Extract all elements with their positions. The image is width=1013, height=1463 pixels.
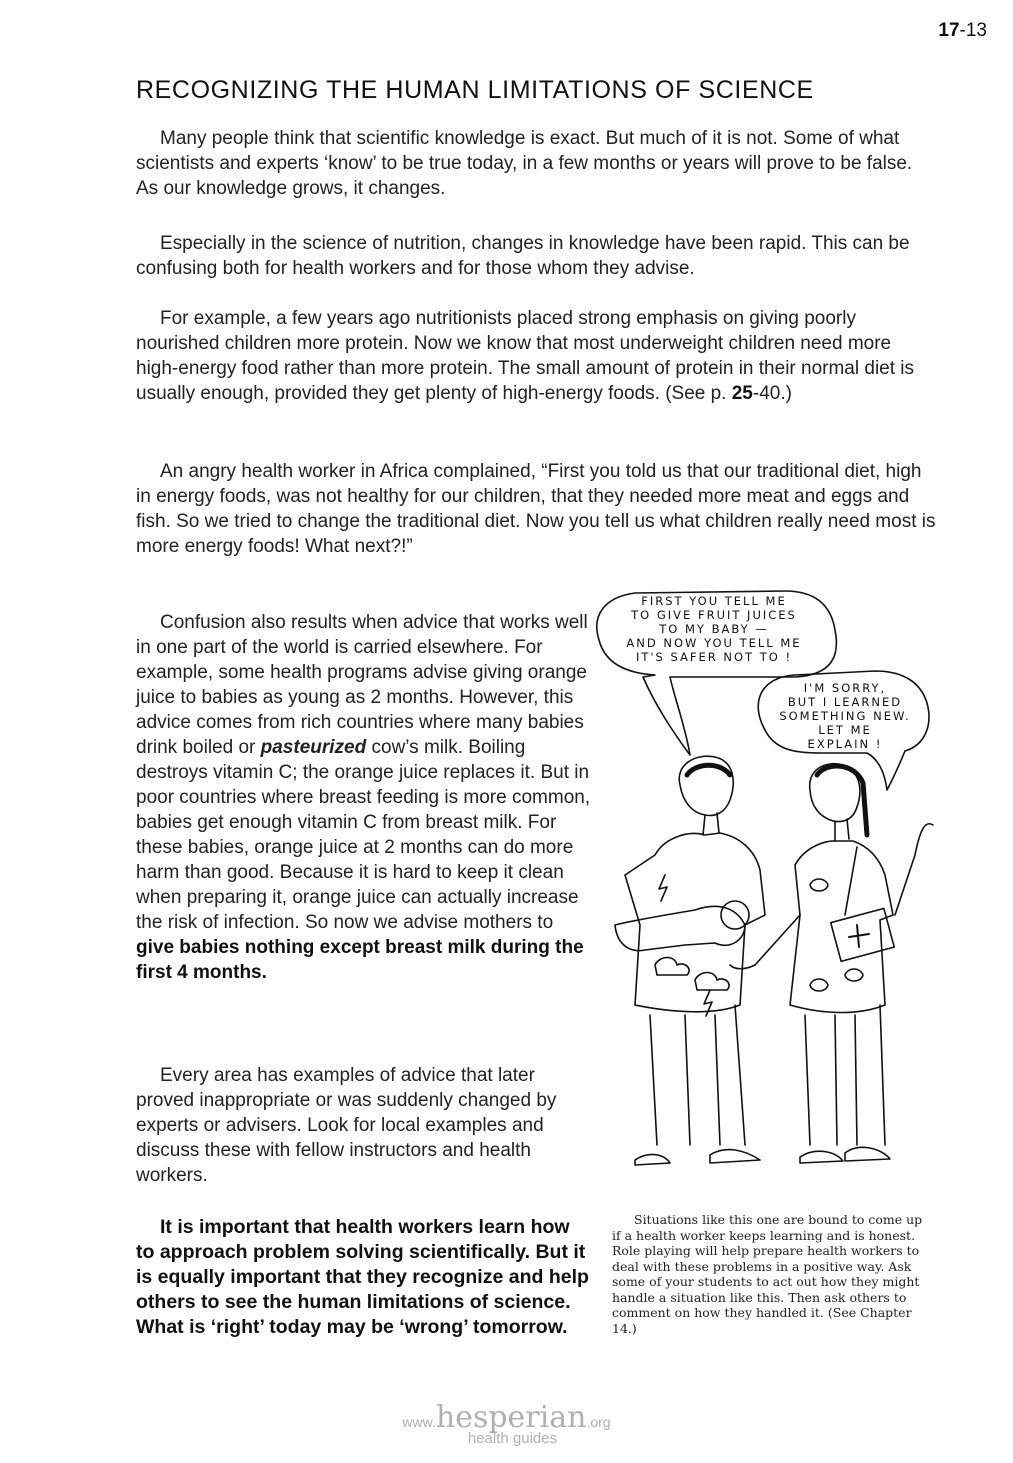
paragraph-intro (136, 126, 936, 201)
footer-logo[interactable] (0, 1400, 1013, 1447)
paragraph-protein-example (136, 306, 936, 406)
paragraph-text: Especially in the science of nutrition, changes in knowledge have been rapid. This can be confusing both for health workers and for those whom they advise. (136, 233, 910, 279)
paragraph-local-examples (136, 1063, 591, 1188)
page-in-chapter: 13 (965, 20, 987, 41)
illustration-mother-and-health-worker (595, 585, 955, 1185)
baby (615, 906, 745, 950)
bubble-line: LET ME (818, 723, 872, 737)
bubble-line: SOMETHING NEW. (779, 709, 911, 723)
paragraph-text: Every area has examples of advice that later proved inappropriate or was suddenly changed by experts or advisers. Look for local examples and discuss these with fellow instructors and health workers. (136, 1065, 557, 1186)
paragraph-text: For example, a few years ago nutritionists placed strong emphasis on giving poorly nourished children more protein. Now we know that most underweight children need more high-energy food rather than more protein. The small amount of protein in their normal diet is usually enough, provided they get plenty of high-energy foods. (See p. (136, 308, 915, 404)
emphasized-term: pasteurized (260, 737, 367, 758)
illustration-caption (612, 1212, 934, 1336)
page-number (938, 20, 987, 42)
bubble-line: BUT I LEARNED (787, 695, 903, 709)
footer-tagline: health guides (467, 1430, 558, 1447)
page-separator: - (959, 20, 966, 41)
bubble-line: I'M SORRY, (803, 681, 887, 695)
speech-bubble-mother-text (603, 594, 825, 664)
health-worker-figure (730, 764, 933, 1163)
paragraph-orange-juice (136, 610, 591, 985)
bubble-line: TO GIVE FRUIT JUICES (631, 608, 797, 622)
speech-bubble-worker-text (765, 681, 925, 751)
footer-brand: hesperian (435, 1400, 587, 1435)
paragraph-text: cow’s milk. Boiling destroys vitamin C; the orange juice replaces it. But in poor countries where breast feeding is more common, babies get enough vitamin C from breast milk. For these babies, orange juice at 2 months can do more harm than good. Because it is hard to keep it clean when preparing it, orange juice can actually increase the risk of infection. So now we advise mothers to (136, 737, 591, 933)
chapter-number: 17 (938, 20, 960, 41)
paragraph-text: It is important that health workers learn how to approach problem solving scientifically. But it is equally important that they recognize and help others to see the human limitations of science. What is ‘right’ today may be ‘wrong’ tomorrow. (136, 1216, 589, 1338)
page-reference-page: -40.) (752, 383, 792, 404)
bubble-line: TO MY BABY — (659, 622, 769, 636)
bubble-line: AND NOW YOU TELL ME (626, 636, 802, 650)
footer-suffix: .org (586, 1414, 611, 1430)
mother-figure (615, 756, 765, 1165)
key-advice: give babies nothing except breast milk during the first 4 months. (136, 937, 584, 983)
paragraph-text: Many people think that scientific knowledge is exact. But much of it is not. Some of what scientists and experts ‘know’ to be true today, in a few months or years will prove to be false. As our knowledge grows, it changes. (136, 128, 913, 199)
section-title: RECOGNIZING THE HUMAN LIMITATIONS OF SCIENCE (136, 76, 814, 104)
paragraph-key-message (136, 1215, 591, 1340)
caption-text: Situations like this one are bound to come up if a health worker keeps learning and is honest. Role playing will help prepare health workers to deal with these problems in a positive way. Ask some of your students to act out how they might handle a situation like this. Then ask others to comment on how they handled it. (See Chapter 14.) (612, 1212, 923, 1336)
paragraph-text: An angry health worker in Africa complained, “First you told us that our traditional diet, high in energy foods, was not healthy for our children, that they needed more meat and eggs and fish. So we tried to change the traditional diet. Now you tell us what children really need most is more energy foods! What next?!” (136, 461, 936, 557)
paragraph-nutrition (136, 231, 936, 281)
bubble-line: FIRST YOU TELL ME (641, 594, 787, 608)
paragraph-health-worker-complaint (136, 459, 936, 559)
paragraph-text: Confusion also results when advice that works well in one part of the world is carried elsewhere. For example, some health programs advise giving orange juice to babies as young as 2 months. However, this advice comes from rich countries where many babies drink boiled or (136, 612, 588, 758)
footer-prefix: www. (402, 1414, 436, 1430)
bubble-line: IT'S SAFER NOT TO ! (635, 650, 793, 664)
bubble-line: EXPLAIN ! (807, 737, 883, 751)
page-reference-chapter: 25 (731, 383, 753, 404)
